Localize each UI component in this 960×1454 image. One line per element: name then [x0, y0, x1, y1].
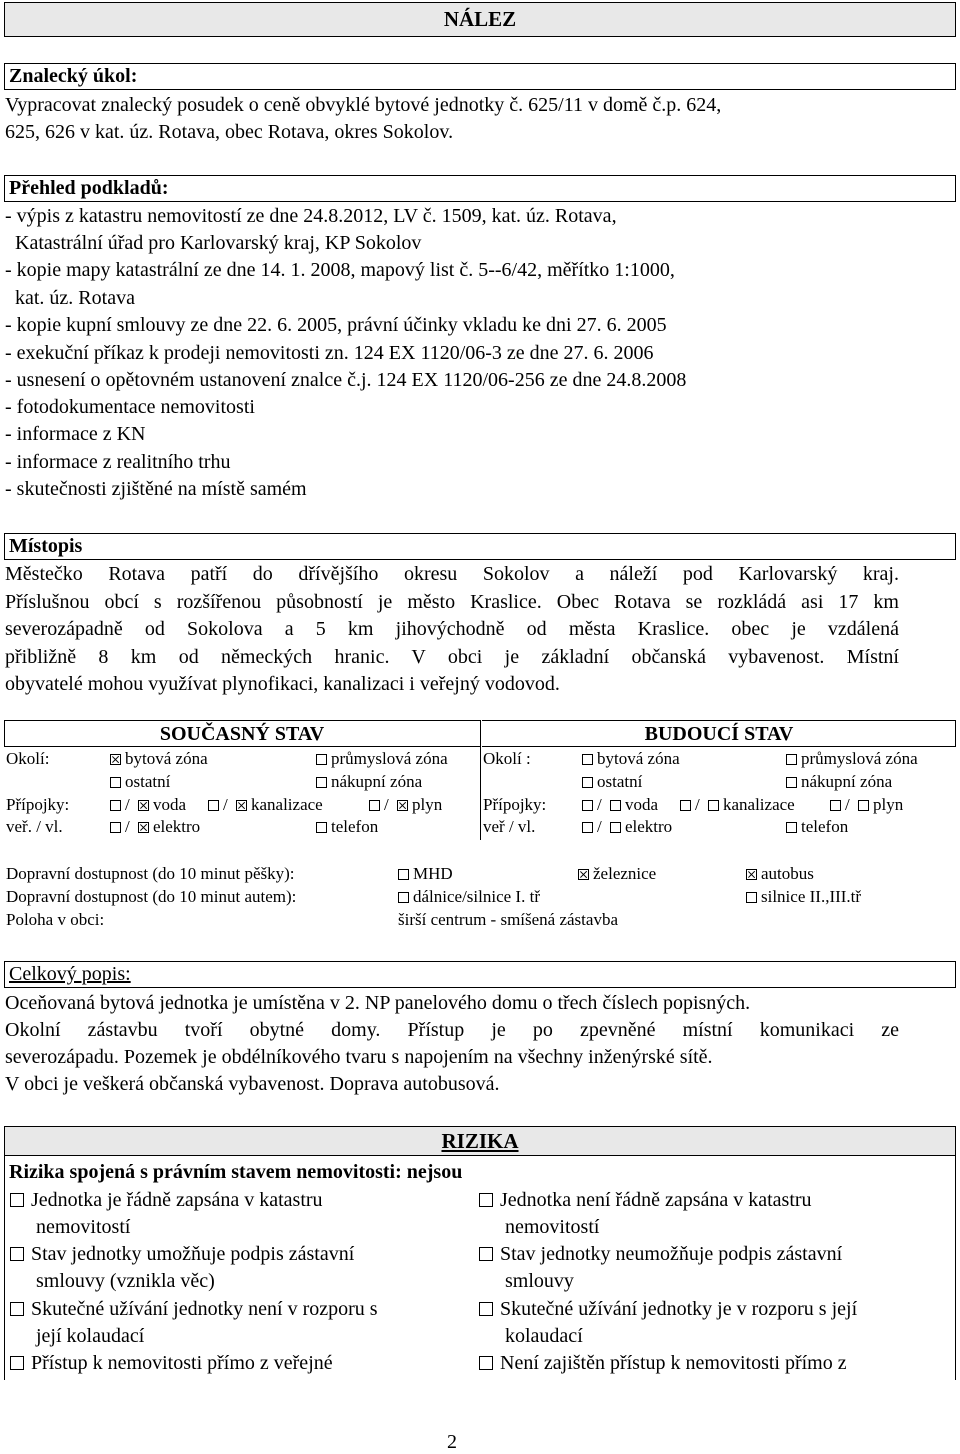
checkbox-icon: [10, 1247, 24, 1261]
ostatni-current[interactable]: ostatní: [110, 771, 170, 793]
checkbox-icon: [786, 822, 797, 833]
podklady-line: - informace z KN: [5, 423, 146, 445]
autobus-option[interactable]: autobus: [746, 863, 814, 885]
dalnice-option[interactable]: dálnice/silnice I. tř: [398, 886, 540, 908]
telefon-current[interactable]: telefon: [316, 816, 378, 838]
risk-left-3-cont: její kolaudací: [36, 1325, 145, 1347]
doprava-autem-label: Dopravní dostupnost (do 10 minut autem):: [6, 887, 297, 906]
checked-checkbox-icon: [578, 869, 589, 880]
mistopis-line: přibližně 8 km od německých hranic. V obci je základní občanská vybavenost. Místní: [5, 646, 899, 668]
checked-checkbox-icon: [138, 822, 149, 833]
checkbox-icon: [610, 822, 621, 833]
voda-future[interactable]: / voda: [582, 794, 658, 816]
elektro-future[interactable]: / elektro: [582, 816, 672, 838]
checkbox-icon: [369, 800, 380, 811]
checkbox-icon: [316, 777, 327, 788]
checkbox-icon: [786, 777, 797, 788]
rizika-right-border: [955, 1156, 956, 1380]
checkbox-icon: [680, 800, 691, 811]
checkbox-icon: [582, 800, 593, 811]
elektro-current[interactable]: / elektro: [110, 816, 200, 838]
pripojky-label: Přípojky:: [6, 795, 70, 814]
checked-checkbox-icon: [746, 869, 757, 880]
checkbox-icon: [582, 777, 593, 788]
risk-right-3[interactable]: Skutečné užívání jednotky je v rozporu s její: [479, 1296, 857, 1323]
okoli-label: Okolí:: [6, 749, 50, 768]
podklady-line: - usnesení o opětovném ustanovení znalce č.j. 124 EX 1120/06-256 ze dne 24.8.2008: [5, 369, 687, 391]
checkbox-icon: [398, 869, 409, 880]
risk-right-1-cont: nemovitostí: [505, 1216, 600, 1238]
risk-left-2-cont: smlouvy (vznikla věc): [36, 1270, 215, 1292]
voda-current[interactable]: / voda: [110, 794, 186, 816]
risk-right-2-cont: smlouvy: [505, 1270, 574, 1292]
risk-left-2[interactable]: Stav jednotky umožňuje podpis zástavní: [10, 1241, 354, 1268]
prumyslova-zona-current[interactable]: průmyslová zóna: [316, 748, 448, 770]
rizika-left-border: [4, 1156, 5, 1380]
checkbox-icon: [830, 800, 841, 811]
future-state-title: BUDOUCÍ STAV: [644, 723, 794, 745]
checkbox-icon: [610, 800, 621, 811]
popis-line: Oceňovaná bytová jednotka je umístěna v 2. NP panelového domu o třech číslech popisných.: [5, 992, 751, 1014]
mhd-option[interactable]: MHD: [398, 863, 453, 885]
nakupni-zona-future[interactable]: nákupní zóna: [786, 771, 892, 793]
risk-right-1[interactable]: Jednotka není řádně zapsána v katastru: [479, 1187, 812, 1214]
checkbox-icon: [398, 892, 409, 903]
checkbox-icon: [479, 1302, 493, 1316]
mistopis-line: severozápadně od Sokolova a 5 km jihovýchodně od města Kraslice. obec je vzdálená: [5, 618, 899, 640]
plyn-current[interactable]: / plyn: [369, 794, 442, 816]
checkbox-icon: [582, 754, 593, 765]
checked-checkbox-icon: [397, 800, 408, 811]
checkbox-icon: [746, 892, 757, 903]
checkbox-icon: [208, 800, 219, 811]
prumyslova-zona-future[interactable]: průmyslová zóna: [786, 748, 918, 770]
popis-line: severozápadu. Pozemek je obdélníkového tvaru s napojením na všechny inženýrské sítě.: [5, 1046, 713, 1068]
checkbox-icon: [316, 754, 327, 765]
checkbox-icon: [10, 1356, 24, 1370]
podklady-line: - informace z realitního trhu: [5, 451, 231, 473]
kanalizace-current[interactable]: / kanalizace: [208, 794, 323, 816]
risk-right-2[interactable]: Stav jednotky neumožňuje podpis zástavní: [479, 1241, 842, 1268]
checkbox-icon: [708, 800, 719, 811]
telefon-future[interactable]: telefon: [786, 816, 848, 838]
checked-checkbox-icon: [138, 800, 149, 811]
risk-right-4[interactable]: Není zajištěn přístup k nemovitosti přímo z: [479, 1350, 847, 1377]
checked-checkbox-icon: [110, 754, 121, 765]
rizika-subheading: Rizika spojená s právním stavem nemovitosti: nejsou: [9, 1161, 463, 1183]
nakupni-zona-current[interactable]: nákupní zóna: [316, 771, 422, 793]
popis-line: Okolní zástavbu tvoří obytné domy. Přístup je po zpevněné místní komunikaci ze: [5, 1019, 899, 1041]
current-state-title: SOUČASNÝ STAV: [159, 723, 325, 745]
podklady-line: - fotodokumentace nemovitosti: [5, 396, 255, 418]
risk-left-3[interactable]: Skutečné užívání jednotky není v rozporu s: [10, 1296, 378, 1323]
poloha-value: širší centrum - smíšená zástavba: [398, 910, 618, 929]
ver-vl-label: veř. / vl.: [6, 817, 63, 836]
podklady-line: - skutečnosti zjištěné na místě samém: [5, 478, 307, 500]
silnice-option[interactable]: silnice II.,III.tř: [746, 886, 861, 908]
ver-vl-label-future: veř / vl.: [483, 817, 536, 836]
page-title: NÁLEZ: [443, 7, 517, 31]
doprava-pesky-label: Dopravní dostupnost (do 10 minut pěšky):: [6, 864, 295, 883]
pripojky-label-future: Přípojky:: [483, 795, 547, 814]
checkbox-icon: [110, 777, 121, 788]
risk-right-3-cont: kolaudací: [505, 1325, 583, 1347]
ukol-line-1: Vypracovat znalecký posudek o ceně obvyklé bytové jednotky č. 625/11 v domě č.p. 624,: [5, 94, 722, 116]
checkbox-icon: [10, 1302, 24, 1316]
checkbox-icon: [110, 822, 121, 833]
page-title-box: [4, 2, 956, 37]
checkbox-icon: [110, 800, 121, 811]
ukol-line-2: 625, 626 v kat. úz. Rotava, obec Rotava, okres Sokolov.: [5, 121, 454, 143]
page-number: 2: [447, 1431, 457, 1453]
checkbox-icon: [479, 1247, 493, 1261]
bytova-zona-current[interactable]: bytová zóna: [110, 748, 208, 770]
podklady-line: kat. úz. Rotava: [5, 287, 135, 309]
checked-checkbox-icon: [236, 800, 247, 811]
kanalizace-future[interactable]: / kanalizace: [680, 794, 795, 816]
popis-heading: Celkový popis:: [4, 961, 956, 988]
risk-left-1-cont: nemovitostí: [36, 1216, 131, 1238]
ukol-heading: Znalecký úkol:: [4, 63, 956, 90]
checkbox-icon: [479, 1193, 493, 1207]
podklady-line: - kopie kupní smlouvy ze dne 22. 6. 2005, právní účinky vkladu ke dni 27. 6. 2005: [5, 314, 667, 336]
poloha-label: Poloha v obci:: [6, 910, 105, 929]
rizika-title-box: [4, 1126, 956, 1156]
checkbox-icon: [479, 1356, 493, 1370]
podklady-line: - kopie mapy katastrální ze dne 14. 1. 2008, mapový list č. 5--6/42, měřítko 1:1000,: [5, 259, 675, 281]
rizika-title: RIZIKA: [441, 1129, 519, 1153]
checkbox-icon: [10, 1193, 24, 1207]
mistopis-line: obyvatelé mohou využívat plynofikaci, kanalizaci i veřejný vodovod.: [5, 673, 560, 695]
okoli-label-future: Okolí :: [483, 749, 531, 768]
risk-left-1[interactable]: Jednotka je řádně zapsána v katastru: [10, 1187, 323, 1214]
risk-left-4[interactable]: Přístup k nemovitosti přímo z veřejné: [10, 1350, 333, 1377]
podklady-line: - výpis z katastru nemovitostí ze dne 24.8.2012, LV č. 1509, kat. úz. Rotava,: [5, 205, 617, 227]
checkbox-icon: [858, 800, 869, 811]
zeleznice-option[interactable]: železnice: [578, 863, 656, 885]
bytova-zona-future[interactable]: bytová zóna: [582, 748, 680, 770]
podklady-line: Katastrální úřad pro Karlovarský kraj, KP Sokolov: [5, 232, 422, 254]
mistopis-heading: Místopis: [4, 533, 956, 560]
podklady-line: - exekuční příkaz k prodeji nemovitosti zn. 124 EX 1120/06-3 ze dne 27. 6. 2006: [5, 342, 654, 364]
podklady-heading: Přehled podkladů:: [4, 175, 956, 202]
checkbox-icon: [316, 822, 327, 833]
plyn-future[interactable]: / plyn: [830, 794, 903, 816]
mistopis-line: Příslušnou obcí s rozšířenou působností je město Kraslice. Obec Rotava se rozkládá asi 17 km: [5, 591, 899, 613]
checkbox-icon: [582, 822, 593, 833]
mistopis-line: Městečko Rotava patří do dřívějšího okresu Sokolov a náleží pod Karlovarský kraj.: [5, 563, 899, 585]
popis-line: V obci je veškerá občanská vybavenost. Doprava autobusová.: [5, 1073, 500, 1095]
ostatni-future[interactable]: ostatní: [582, 771, 642, 793]
checkbox-icon: [786, 754, 797, 765]
